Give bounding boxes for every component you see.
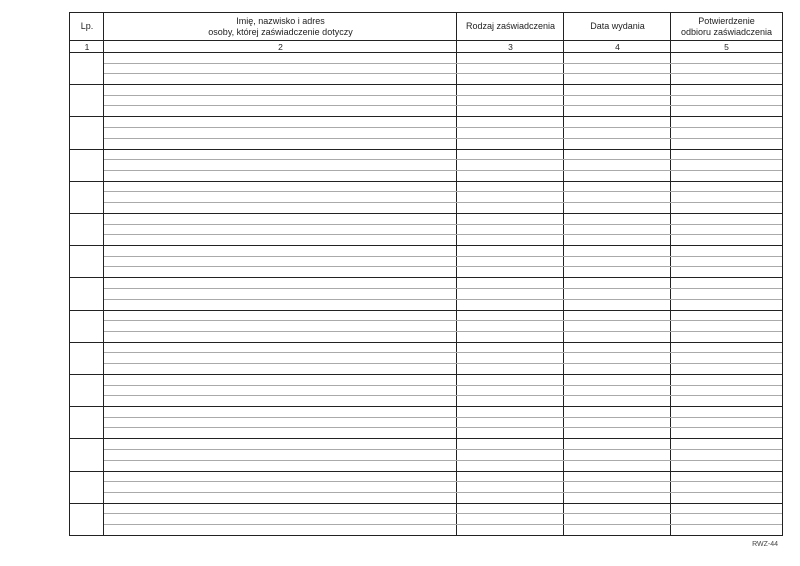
column-header-certificate-type: Rodzaj zaświadczenia: [465, 21, 556, 31]
register-form-table: [69, 12, 783, 536]
column-number-4: 4: [615, 41, 620, 52]
header-separator: [70, 40, 782, 41]
table-row-separator: [70, 310, 782, 311]
writing-line: [104, 417, 782, 418]
form-code: RWZ-44: [752, 541, 778, 548]
writing-line: [104, 73, 782, 74]
table-row-separator: [70, 342, 782, 343]
table-row-separator: [70, 471, 782, 472]
writing-line: [104, 320, 782, 321]
writing-line: [104, 492, 782, 493]
writing-line: [104, 363, 782, 364]
writing-line: [104, 234, 782, 235]
table-row-separator: [70, 149, 782, 150]
writing-line: [104, 191, 782, 192]
writing-line: [104, 385, 782, 386]
writing-line: [104, 138, 782, 139]
table-row-separator: [70, 181, 782, 182]
writing-line: [104, 95, 782, 96]
writing-line: [104, 427, 782, 428]
column-number-2: 2: [278, 41, 283, 52]
column-header-name-address: Imię, nazwisko i adres osoby, której zaświadczenie dotyczy: [208, 15, 353, 37]
column-divider: [103, 13, 104, 535]
writing-line: [104, 256, 782, 257]
column-header-lp: Lp.: [80, 21, 94, 31]
writing-line: [104, 352, 782, 353]
table-row-separator: [70, 503, 782, 504]
writing-line: [104, 127, 782, 128]
column-divider: [456, 13, 457, 535]
writing-line: [104, 63, 782, 64]
writing-line: [104, 395, 782, 396]
writing-line: [104, 481, 782, 482]
table-row-separator: [70, 84, 782, 85]
writing-line: [104, 331, 782, 332]
writing-line: [104, 299, 782, 300]
table-row-separator: [70, 213, 782, 214]
writing-line: [104, 449, 782, 450]
writing-line: [104, 460, 782, 461]
table-row-separator: [70, 245, 782, 246]
table-row-separator: [70, 406, 782, 407]
column-divider: [563, 13, 564, 535]
column-number-3: 3: [508, 41, 513, 52]
table-row-separator: [70, 116, 782, 117]
writing-line: [104, 170, 782, 171]
number-row-separator: [70, 52, 782, 53]
table-row-separator: [70, 277, 782, 278]
writing-line: [104, 524, 782, 525]
writing-line: [104, 159, 782, 160]
writing-line: [104, 224, 782, 225]
column-number-1: 1: [84, 41, 90, 52]
column-number-5: 5: [724, 41, 729, 52]
writing-line: [104, 288, 782, 289]
table-row-separator: [70, 438, 782, 439]
column-header-issue-date: Data wydania: [590, 21, 645, 31]
writing-line: [104, 105, 782, 106]
writing-line: [104, 202, 782, 203]
writing-line: [104, 266, 782, 267]
table-row-separator: [70, 374, 782, 375]
column-header-receipt-confirmation: Potwierdzenie odbioru zaświadczenia: [680, 15, 773, 37]
writing-line: [104, 513, 782, 514]
column-divider: [670, 13, 671, 535]
